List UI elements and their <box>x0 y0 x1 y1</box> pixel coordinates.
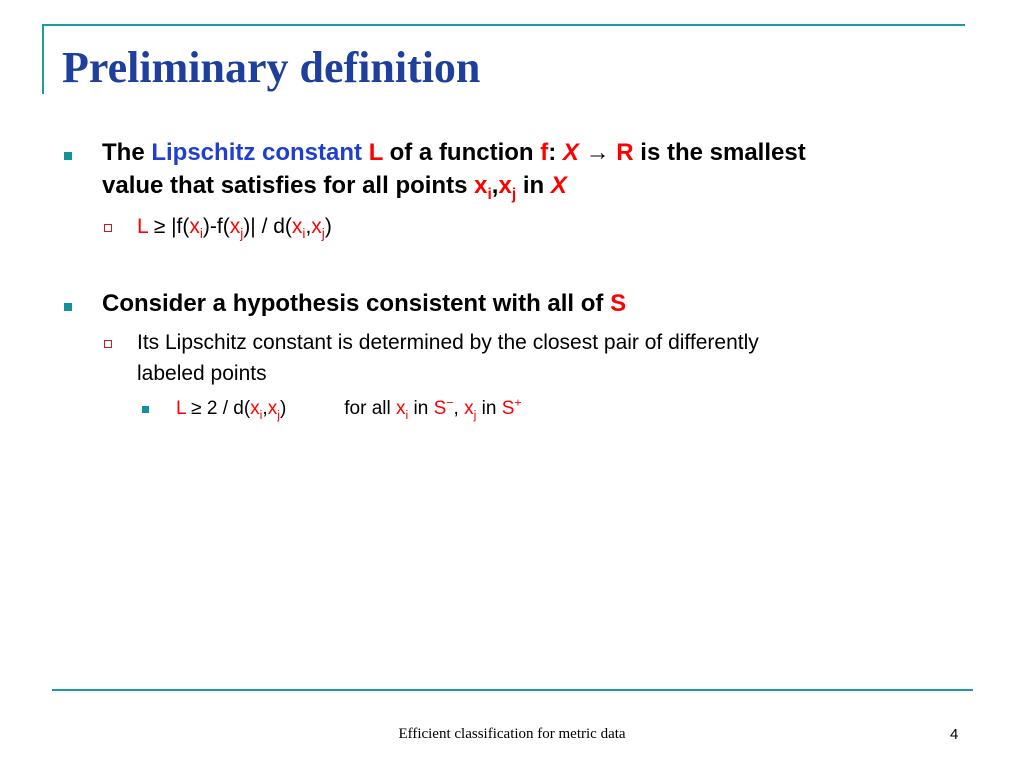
text-segment: for all <box>344 398 397 419</box>
subscript-j: j <box>511 185 517 203</box>
text-segment: ) <box>324 215 332 238</box>
hollow-square-bullet-icon <box>104 224 112 232</box>
subscript-i: i <box>487 185 492 203</box>
title-frame-vertical-line <box>42 24 44 94</box>
bullet-square-icon <box>142 406 149 413</box>
text-segment: in <box>476 398 502 419</box>
bullet-2-line-1 <box>102 288 626 320</box>
symbol-S: S <box>433 398 447 419</box>
subscript-j: j <box>473 407 477 422</box>
subscript-i: i <box>302 226 306 242</box>
hollow-square-bullet-icon <box>104 340 112 348</box>
symbol-f: f <box>540 139 549 166</box>
bullet-2-sub-line-2: labeled points <box>137 362 267 385</box>
bullet-1-sub-1 <box>137 212 332 242</box>
superscript-plus: + <box>514 395 522 410</box>
text-segment: value that satisfies for all points <box>102 172 475 199</box>
text-segment: , <box>262 398 268 419</box>
bullet-2-sub-line-1: Its Lipschitz constant is determined by the closest pair of differently <box>137 331 759 354</box>
symbol-x: x <box>229 215 241 238</box>
bullet-2-subsub <box>176 396 522 422</box>
text-segment: of a function <box>382 139 541 166</box>
text-segment: in <box>408 398 434 419</box>
text-segment: ≥ |f( <box>147 215 190 238</box>
symbol-x: x <box>474 172 488 199</box>
slide-title: Preliminary definition <box>62 43 481 92</box>
symbol-x: x <box>498 172 512 199</box>
symbol-S: S <box>610 290 627 317</box>
arrow-symbol: → <box>578 139 617 166</box>
superscript-minus: − <box>446 395 454 410</box>
symbol-x: x <box>311 215 322 238</box>
title-frame-top-line <box>42 24 965 26</box>
subscript-i: i <box>199 226 203 242</box>
subscript-j: j <box>240 226 244 242</box>
text-segment: , <box>491 172 499 199</box>
subscript-j: j <box>321 226 325 242</box>
page-number: 4 <box>950 726 959 743</box>
term-lipschitz-constant: Lipschitz constant <box>151 139 369 166</box>
text-segment: in <box>516 172 551 199</box>
text-segment: Consider a hypothesis consistent with all of <box>102 290 611 317</box>
footer-text: Efficient classification for metric data <box>398 726 626 742</box>
symbol-L: L <box>137 215 148 238</box>
subscript-i: i <box>259 407 263 422</box>
bullet-1-line-2 <box>102 170 567 202</box>
text-segment: The <box>102 139 152 166</box>
text-segment: ≥ 2 / d( <box>185 398 251 419</box>
bullet-square-icon <box>64 303 72 311</box>
symbol-S: S <box>501 398 515 419</box>
symbol-X: X <box>550 172 567 199</box>
text-segment: , <box>305 215 312 238</box>
text-segment: )-f( <box>202 215 230 238</box>
symbol-R: R <box>616 139 634 166</box>
symbol-X: X <box>562 139 579 166</box>
subscript-j: j <box>277 407 280 422</box>
bullet-square-icon <box>64 152 72 160</box>
text-segment: is the smallest <box>633 139 806 166</box>
bullet-1-line-1 <box>102 137 806 169</box>
text-segment: ) <box>279 398 287 419</box>
symbol-L: L <box>368 139 383 166</box>
symbol-x: x <box>189 215 200 238</box>
text-segment: : <box>548 139 563 166</box>
symbol-x: x <box>250 398 260 419</box>
symbol-x: x <box>396 398 406 419</box>
subscript-i: i <box>405 407 409 422</box>
footer-divider <box>52 689 973 691</box>
symbol-L: L <box>176 398 186 419</box>
text-segment: , <box>453 398 465 419</box>
symbol-x: x <box>267 398 278 419</box>
text-segment: )| / d( <box>243 215 292 238</box>
symbol-x: x <box>464 398 474 419</box>
symbol-x: x <box>291 215 303 238</box>
